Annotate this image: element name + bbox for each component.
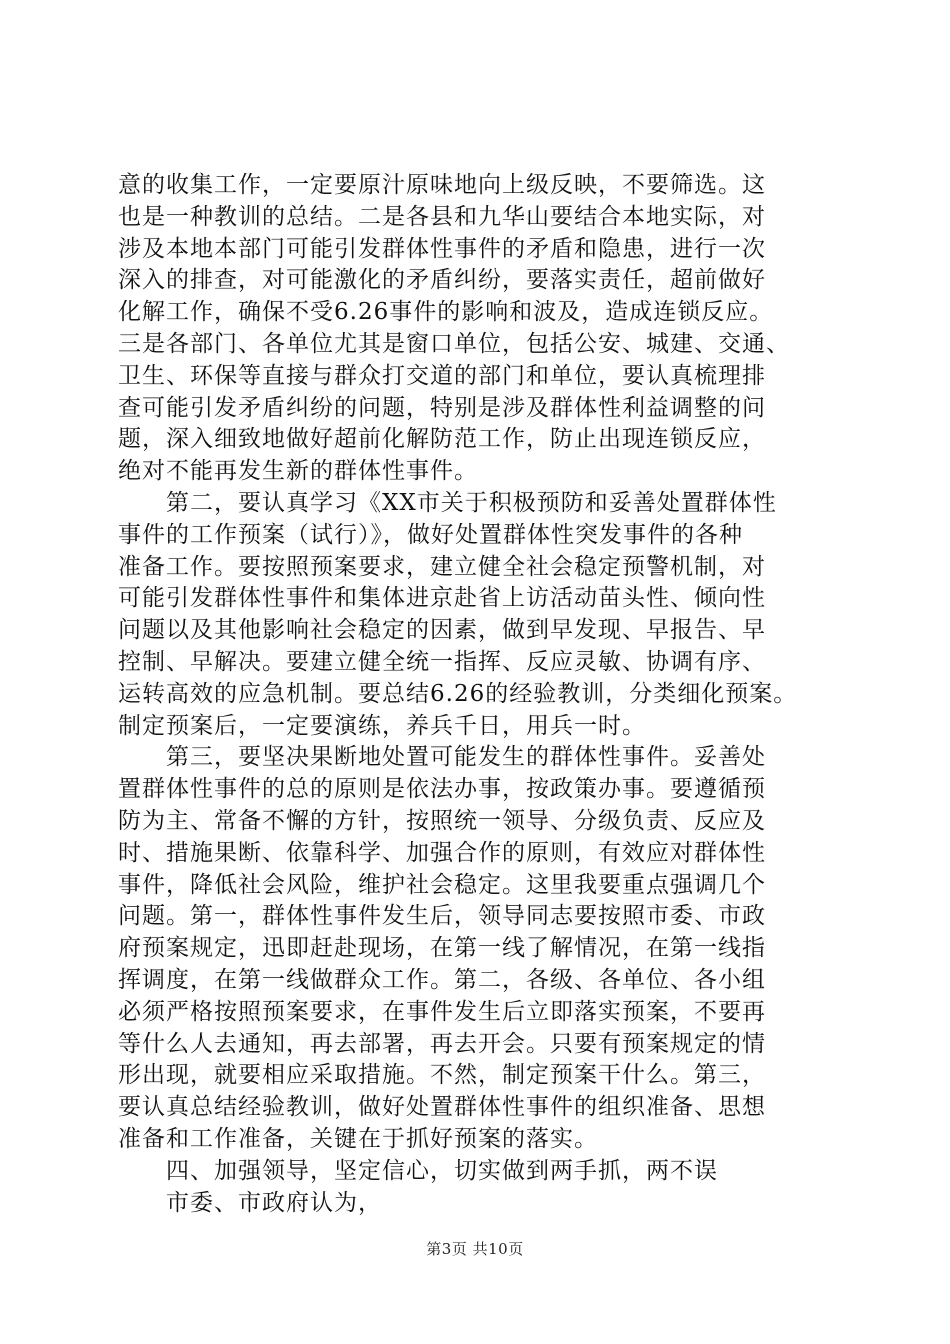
text-line: 查可能引发矛盾纠纷的问题，特别是涉及群体性利益调整的问 [118,394,766,421]
text-line: 防为主、常备不懈的方针，按照统一领导、分级负责、反应及 [118,807,766,834]
text-line: 等什么人去通知，再去部署，再去开会。只要有预案规定的情 [118,1030,766,1057]
text-line: 时、措施果断、依靠科学、加强合作的原则，有效应对群体性 [118,839,766,866]
text-line: 意的收集工作，一定要原汁原味地向上级反映，不要筛选。这 [118,172,766,198]
text-line: 三是各部门、各单位尤其是窗口单位，包括公安、城建、交通、 [118,330,790,357]
text-line: 问题以及其他影响社会稳定的因素，做到早发现、早报告、早 [118,617,766,644]
text-line: 题，深入细致地做好超前化解防范工作，防止出现连锁反应， [118,426,766,453]
text-line: 必须严格按照预案要求，在事件发生后立即落实预案，不要再 [118,998,766,1025]
text-line: 事件，降低社会风险，维护社会稳定。这里我要重点强调几个 [118,871,766,898]
text-line: 控制、早解决。要建立健全统一指挥、反应灵敏、协调有序、 [118,648,766,675]
paragraph-start-line: 第二，要认真学习《XX市关于积极预防和妥善处置群体性 [118,489,777,516]
text-line: 涉及本地本部门可能引发群体性事件的矛盾和隐患，进行一次 [118,235,766,262]
text-line: 化解工作，确保不受6.26事件的影响和波及，造成连锁反应。 [118,299,774,326]
paragraph-start-line: 市委、市政府认为， [118,1189,382,1216]
text-line: 深入的排查，对可能激化的矛盾纠纷，要落实责任，超前做好 [118,267,766,294]
page-footer: 第3页 共10页 [426,1240,524,1258]
text-line: 要认真总结经验教训，做好处置群体性事件的组织准备、思想 [118,1094,766,1121]
text-line: 形出现，就要相应采取措施。不然，制定预案干什么。第三， [118,1062,766,1089]
text-line: 挥调度，在第一线做群众工作。第二，各级、各单位、各小组 [118,966,766,993]
text-line: 卫生、环保等直接与群众打交道的部门和单位，要认真梳理排 [118,362,766,389]
text-line: 置群体性事件的总的原则是依法办事，按政策办事。要遵循预 [118,776,766,803]
text-line: 运转高效的应急机制。要总结6.26的经验教训，分类细化预案。 [118,680,798,707]
text-line: 事件的工作预案（试行）》，做好处置群体性突发事件的各种 [118,521,743,548]
text-line: 制定预案后，一定要演练，养兵千日，用兵一时。 [118,712,646,739]
text-line: 可能引发群体性事件和集体进京赴省上访活动苗头性、倾向性 [118,585,766,612]
text-line: 问题。第一，群体性事件发生后，领导同志要按照市委、市政 [118,903,766,930]
document-body [118,170,858,1219]
text-line: 准备工作。要按照预案要求，建立健全社会稳定预警机制，对 [118,553,766,580]
text-line: 也是一种教训的总结。二是各县和九华山要结合本地实际，对 [118,203,766,230]
text-line: 准备和工作准备，关键在于抓好预案的落实。 [118,1125,598,1152]
text-line: 府预案规定，迅即赶赴现场，在第一线了解情况，在第一线指 [118,935,766,962]
text-line: 绝对不能再发生新的群体性事件。 [118,458,478,485]
paragraph-start-line: 第三，要坚决果断地处置可能发生的群体性事件。妥善处 [118,744,766,771]
section-heading: 四、加强领导，坚定信心，切实做到两手抓，两不误 [118,1157,718,1184]
